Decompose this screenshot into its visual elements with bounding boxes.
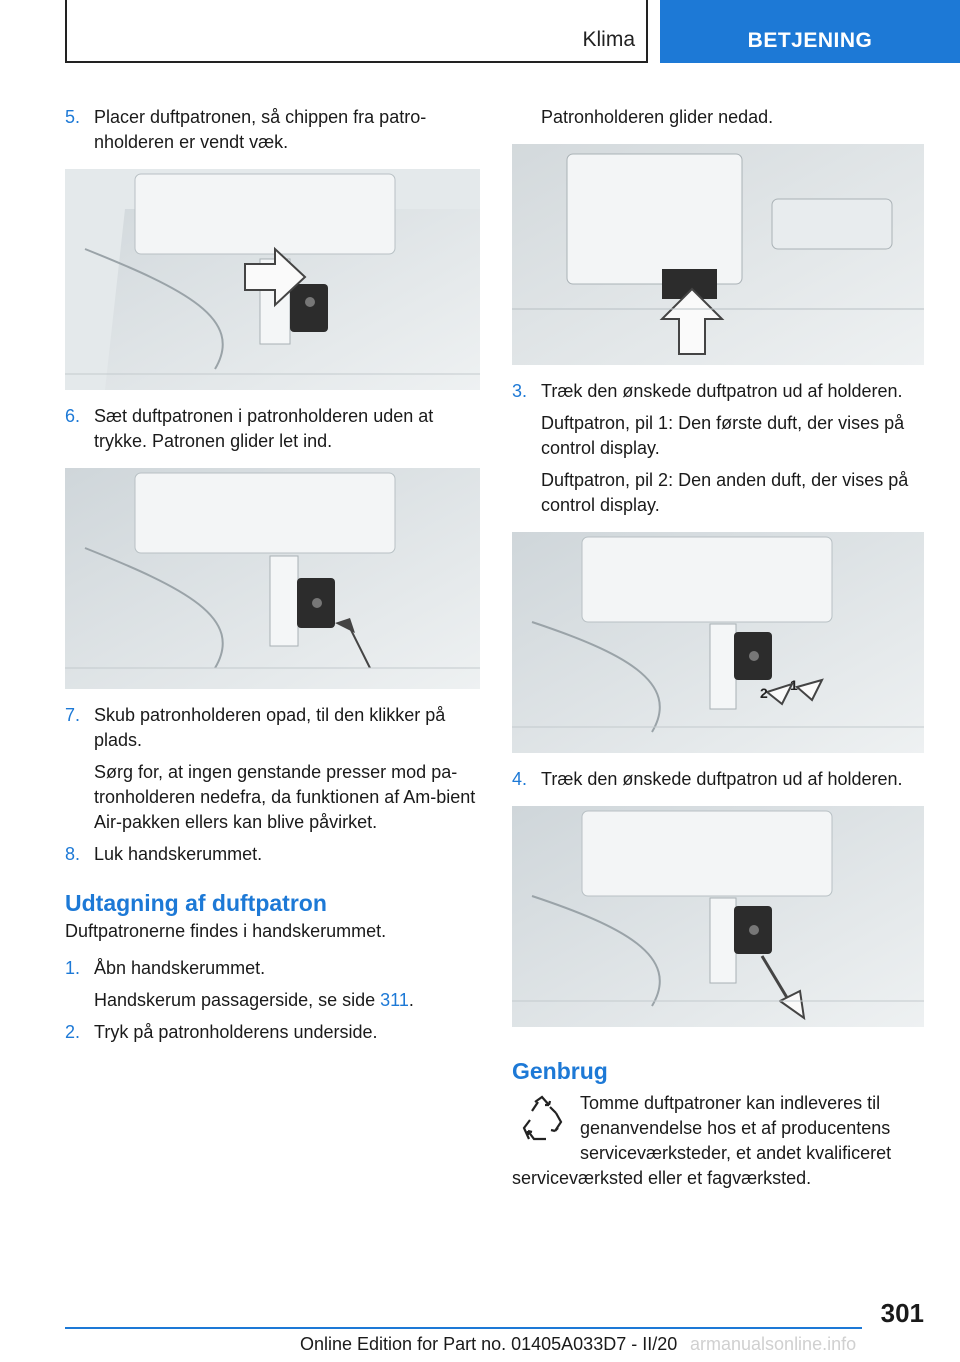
- step-6: [65, 404, 474, 454]
- step-text: Skub patronholderen opad, til den klikker på plads.: [94, 705, 446, 750]
- step-3: [512, 379, 924, 404]
- watermark: armanualsonline.info: [690, 1334, 857, 1354]
- step-number: 5.: [65, 107, 81, 127]
- step-text: Tryk på patronholderens underside.: [94, 1022, 378, 1042]
- step-text: Sæt duftpatronen i patronholderen uden at trykke. Patronen glider let ind.: [94, 406, 434, 451]
- step-3-note-1: Duftpatron, pil 1: Den første duft, der vises på control display.: [541, 413, 905, 458]
- step-7-note: Sørg for, at ingen genstande presser mod pa-tronholderen nedefra, da funktionen af Am-bient Air-pakken ellers kan blive påvirket.: [94, 762, 476, 832]
- step-number: 6.: [65, 406, 81, 426]
- left-column: [65, 105, 477, 1045]
- step-number: 2.: [65, 1022, 81, 1042]
- step-1-note: [65, 988, 477, 1013]
- step-text: Placer duftpatronen, så chippen fra patro-nholderen er vendt væk.: [94, 107, 427, 152]
- figure-cartridge-arrows: [512, 532, 924, 753]
- right-column: [512, 105, 924, 1191]
- step-number: 3.: [512, 381, 528, 401]
- recycling-icon: [514, 1093, 570, 1149]
- step-1: [65, 956, 477, 981]
- header-chapter-tab: BETJENING: [660, 0, 960, 63]
- header-frame: [65, 0, 648, 63]
- recycling-block: [512, 1091, 924, 1191]
- figure-pull-cartridge: [512, 806, 924, 1027]
- arrow-label-1: 1: [790, 677, 798, 693]
- arrow-label-2: 2: [760, 685, 768, 701]
- section-intro: Duftpatronerne findes i handskerummet.: [65, 921, 387, 941]
- step-8: [65, 842, 477, 867]
- step-number: 7.: [65, 705, 81, 725]
- step-text: Luk handskerummet.: [94, 844, 263, 864]
- figure-cartridge-in-holder: [65, 468, 480, 689]
- edition-text: Online Edition for Part no. 01405A033D7 - II/20: [300, 1334, 678, 1354]
- step-3-note-2: Duftpatron, pil 2: Den anden duft, der vises på control display.: [541, 470, 909, 515]
- section-heading-removal: Udtagning af duftpatron: [65, 890, 327, 916]
- step-7: [65, 703, 474, 753]
- step-number: 8.: [65, 844, 81, 864]
- step-text: Træk den ønskede duftpatron ud af holderen.: [541, 381, 903, 401]
- step-number: 4.: [512, 769, 528, 789]
- figure-holder-slides-down: [512, 144, 924, 365]
- figure-insert-cartridge: [65, 169, 480, 390]
- step-1-note-end: .: [408, 990, 414, 1010]
- recycling-text: Tomme duftpatroner kan indleveres til genanvendelse hos et af producentens serviceværksteder, et andet kvalificeret serviceværksted eller et fagværksted.: [512, 1093, 892, 1188]
- step-4: [512, 767, 924, 792]
- header-section-title: Klima: [582, 28, 635, 51]
- step-number: 1.: [65, 958, 81, 978]
- section-heading-recycling: Genbrug: [512, 1058, 608, 1084]
- step-1-note-text: Handskerum passagerside, se side: [94, 990, 381, 1010]
- step-text: Åbn handskerummet.: [94, 958, 266, 978]
- step-2: [65, 1020, 477, 1045]
- footer-divider: [65, 1327, 862, 1329]
- step-5: [65, 105, 474, 155]
- page-reference-link[interactable]: 311: [380, 990, 409, 1010]
- step-text: Træk den ønskede duftpatron ud af holderen.: [541, 769, 903, 789]
- holder-slides-note: Patronholderen glider nedad.: [541, 107, 774, 127]
- page-number: 301: [880, 1298, 924, 1328]
